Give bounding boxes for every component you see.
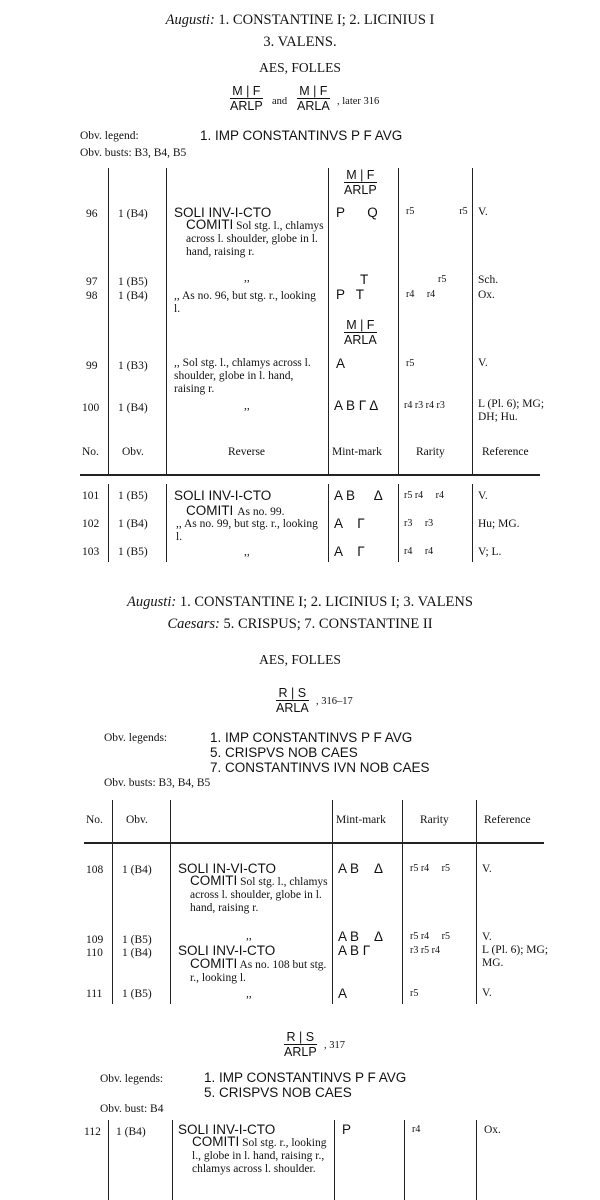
coin-number: 97 bbox=[86, 276, 98, 288]
mint-header-arla: M | F ARLA bbox=[344, 318, 377, 347]
coin-number: 102 bbox=[82, 518, 100, 530]
rarity: r3 r5 r4 bbox=[410, 945, 440, 956]
ditto-mark: ,, bbox=[246, 930, 252, 942]
rarity: r4 r4 bbox=[406, 289, 436, 300]
ditto-mark: ,, bbox=[244, 272, 250, 284]
obverse: 1 (B5) bbox=[118, 276, 148, 288]
mint-mark: A B Δ bbox=[334, 488, 383, 503]
coin-number: 109 bbox=[86, 934, 104, 946]
obverse: 1 (B4) bbox=[118, 208, 148, 220]
reverse-desc: COMITI As no. 99. bbox=[186, 503, 285, 518]
mint-mark-fraction: R | S ARLA bbox=[276, 686, 309, 715]
mint-mark: A B Γ bbox=[338, 943, 371, 958]
col-mint: Mint-mark bbox=[332, 446, 382, 458]
mint-mark: A Γ bbox=[334, 544, 365, 559]
reference: V. bbox=[478, 206, 488, 218]
col-no: No. bbox=[82, 446, 99, 458]
coin-number: 111 bbox=[86, 988, 103, 1000]
augusti-label: Augusti: bbox=[165, 12, 215, 28]
reference: V. bbox=[482, 987, 492, 999]
reference: V. bbox=[478, 490, 488, 502]
reverse-desc: ,, As no. 99, but stg. r., looking l. bbox=[176, 518, 318, 543]
legends-label: Obv. legends: bbox=[104, 732, 168, 744]
obverse: 1 (B4) bbox=[122, 864, 152, 876]
obverse: 1 (B4) bbox=[116, 1126, 146, 1138]
coin-number: 99 bbox=[86, 360, 98, 372]
col-no: No. bbox=[86, 814, 103, 826]
rarity: r5 r5 bbox=[406, 206, 468, 217]
busts-label: Obv. busts: B3, B4, B5 bbox=[80, 147, 187, 159]
reverse-legend: SOLI IN-VI-CTO bbox=[178, 861, 277, 876]
legend-label: Obv. legend: bbox=[80, 130, 139, 142]
ditto-mark: ,, bbox=[244, 546, 250, 558]
rarity: r4 r3 r4 r3 bbox=[404, 400, 445, 411]
section-heading bbox=[0, 12, 600, 29]
obverse: 1 (B4) bbox=[118, 402, 148, 414]
mint-header-arlp: M | F ARLP bbox=[344, 168, 377, 197]
obverse: 1 (B4) bbox=[118, 518, 148, 530]
legend-1: 1. IMP CONSTANTINVS P F AVG bbox=[210, 730, 413, 745]
mint-mark: P Q bbox=[336, 205, 378, 220]
mint-mark: A Γ bbox=[334, 516, 365, 531]
reference: V; L. bbox=[478, 546, 502, 558]
and-text: and bbox=[272, 96, 288, 107]
reference: V. bbox=[482, 931, 492, 943]
reverse-desc: COMITI Sol stg. r., looking l., globe in l. hand, raising r., chlamys across l. shoulder. bbox=[192, 1134, 327, 1175]
denomination: AES, FOLLES bbox=[259, 60, 341, 75]
reverse-desc: ,, Sol stg. l., chlamys across l. shoulder, globe in l. hand, raising r. bbox=[174, 357, 311, 395]
reference: Sch. bbox=[478, 274, 499, 286]
rarity: r5 r4 r5 bbox=[410, 931, 450, 942]
coin-number: 103 bbox=[82, 546, 100, 558]
section-heading: Augusti: 1. CONSTANTINE I; 2. LICINIUS I; 3. VALENS bbox=[127, 594, 473, 610]
reference: Ox. bbox=[484, 1124, 501, 1136]
busts-label: Obv. busts: B3, B4, B5 bbox=[104, 777, 211, 789]
obverse: 1 (B4) bbox=[118, 290, 148, 302]
legend-5: 5. CRISPVS NOB CAES bbox=[210, 745, 358, 760]
rarity: r5 bbox=[438, 274, 447, 285]
reference: Hu; MG. bbox=[478, 518, 520, 530]
reference: L (Pl. 6); MG; MG. bbox=[482, 944, 549, 969]
rarity: r4 r4 bbox=[404, 546, 434, 557]
obverse: 1 (B5) bbox=[118, 490, 148, 502]
legend-1: 1. IMP CONSTANTINVS P F AVG bbox=[204, 1070, 407, 1085]
col-obv: Obv. bbox=[126, 814, 148, 826]
reverse-legend: SOLI INV-I-CTO bbox=[174, 488, 272, 503]
reverse-legend: SOLI INV-I-CTO bbox=[178, 943, 276, 958]
coin-number: 112 bbox=[84, 1126, 101, 1138]
legend-text: 1. IMP CONSTANTINVS P F AVG bbox=[200, 128, 403, 143]
date-text: , later 316 bbox=[337, 96, 380, 107]
col-reference: Reference bbox=[482, 446, 529, 458]
col-reference: Reference bbox=[484, 814, 531, 826]
coin-number: 98 bbox=[86, 290, 98, 302]
rarity: r5 bbox=[406, 358, 415, 369]
obverse: 1 (B3) bbox=[118, 360, 148, 372]
col-reverse: Reverse bbox=[228, 446, 266, 458]
reference: V. bbox=[482, 863, 492, 875]
reverse-desc: COMITI Sol stg. l., chlamys across l. shoulder, globe in l. hand, raising r. bbox=[186, 217, 324, 258]
coin-number: 108 bbox=[86, 864, 104, 876]
mint-mark: A bbox=[338, 986, 348, 1001]
col-rarity: Rarity bbox=[416, 446, 445, 458]
reference: V. bbox=[478, 357, 488, 369]
section-heading-2: 3. VALENS. bbox=[263, 34, 337, 50]
obverse: 1 (B5) bbox=[118, 546, 148, 558]
mint-mark: P bbox=[342, 1122, 352, 1137]
reverse-legend: SOLI INV-I-CTO bbox=[174, 205, 272, 220]
obverse: 1 (B5) bbox=[122, 988, 152, 1000]
reverse-desc: ,, As no. 96, but stg. r., looking l. bbox=[174, 290, 316, 315]
coin-number: 101 bbox=[82, 490, 100, 502]
mint-mark: A bbox=[336, 356, 346, 371]
reference: Ox. bbox=[478, 289, 495, 301]
mint-mark: A B Γ Δ bbox=[334, 398, 379, 413]
mint-mark: T bbox=[360, 272, 369, 287]
mint-mark: P T bbox=[336, 287, 365, 302]
legends-label: Obv. legends: bbox=[100, 1073, 164, 1085]
rarity: r5 bbox=[410, 988, 419, 999]
col-rarity: Rarity bbox=[420, 814, 449, 826]
rarity: r4 bbox=[412, 1124, 421, 1135]
legend-5: 5. CRISPVS NOB CAES bbox=[204, 1085, 352, 1100]
mint-mark: A B Δ bbox=[338, 929, 384, 944]
date-text: , 317 bbox=[324, 1040, 345, 1051]
reverse-desc: COMITI As no. 108 but stg. r., looking l. bbox=[190, 956, 327, 984]
coin-number: 110 bbox=[86, 947, 103, 959]
ditto-mark: ,, bbox=[246, 988, 252, 1000]
rarity: r5 r4 r5 bbox=[410, 863, 450, 874]
rarity: r3 r3 bbox=[404, 518, 434, 529]
legend-7: 7. CONSTANTINVS IVN NOB CAES bbox=[210, 760, 430, 775]
coin-number: 96 bbox=[86, 208, 98, 220]
date-text: , 316–17 bbox=[316, 696, 353, 707]
bust-label: Obv. bust: B4 bbox=[100, 1103, 164, 1115]
reference: L (Pl. 6); MG; DH; Hu. bbox=[478, 398, 545, 423]
col-obv: Obv. bbox=[122, 446, 144, 458]
denomination: AES, FOLLES bbox=[259, 652, 341, 667]
mint-mark-fraction: M | F ARLP bbox=[230, 84, 263, 113]
coin-number: 100 bbox=[82, 402, 100, 414]
reverse-desc: COMITI Sol stg. l., chlamys across l. shoulder, globe in l. hand, raising r. bbox=[190, 873, 328, 914]
mint-mark-fraction: R | S ARLP bbox=[284, 1030, 317, 1059]
obverse: 1 (B5) bbox=[122, 934, 152, 946]
col-mint: Mint-mark bbox=[336, 814, 386, 826]
mint-mark: A B Δ bbox=[338, 861, 384, 876]
mint-mark-fraction-2: M | F ARLA bbox=[297, 84, 330, 113]
obverse: 1 (B4) bbox=[122, 947, 152, 959]
rulers: 1. CONSTANTINE I; 2. LICINIUS I bbox=[218, 12, 435, 28]
reverse-legend: SOLI INV-I-CTO bbox=[178, 1122, 276, 1137]
caesars-heading: Caesars: 5. CRISPUS; 7. CONSTANTINE II bbox=[167, 616, 433, 632]
rarity: r5 r4 r4 bbox=[404, 490, 444, 501]
ditto-mark: ,, bbox=[244, 400, 250, 412]
